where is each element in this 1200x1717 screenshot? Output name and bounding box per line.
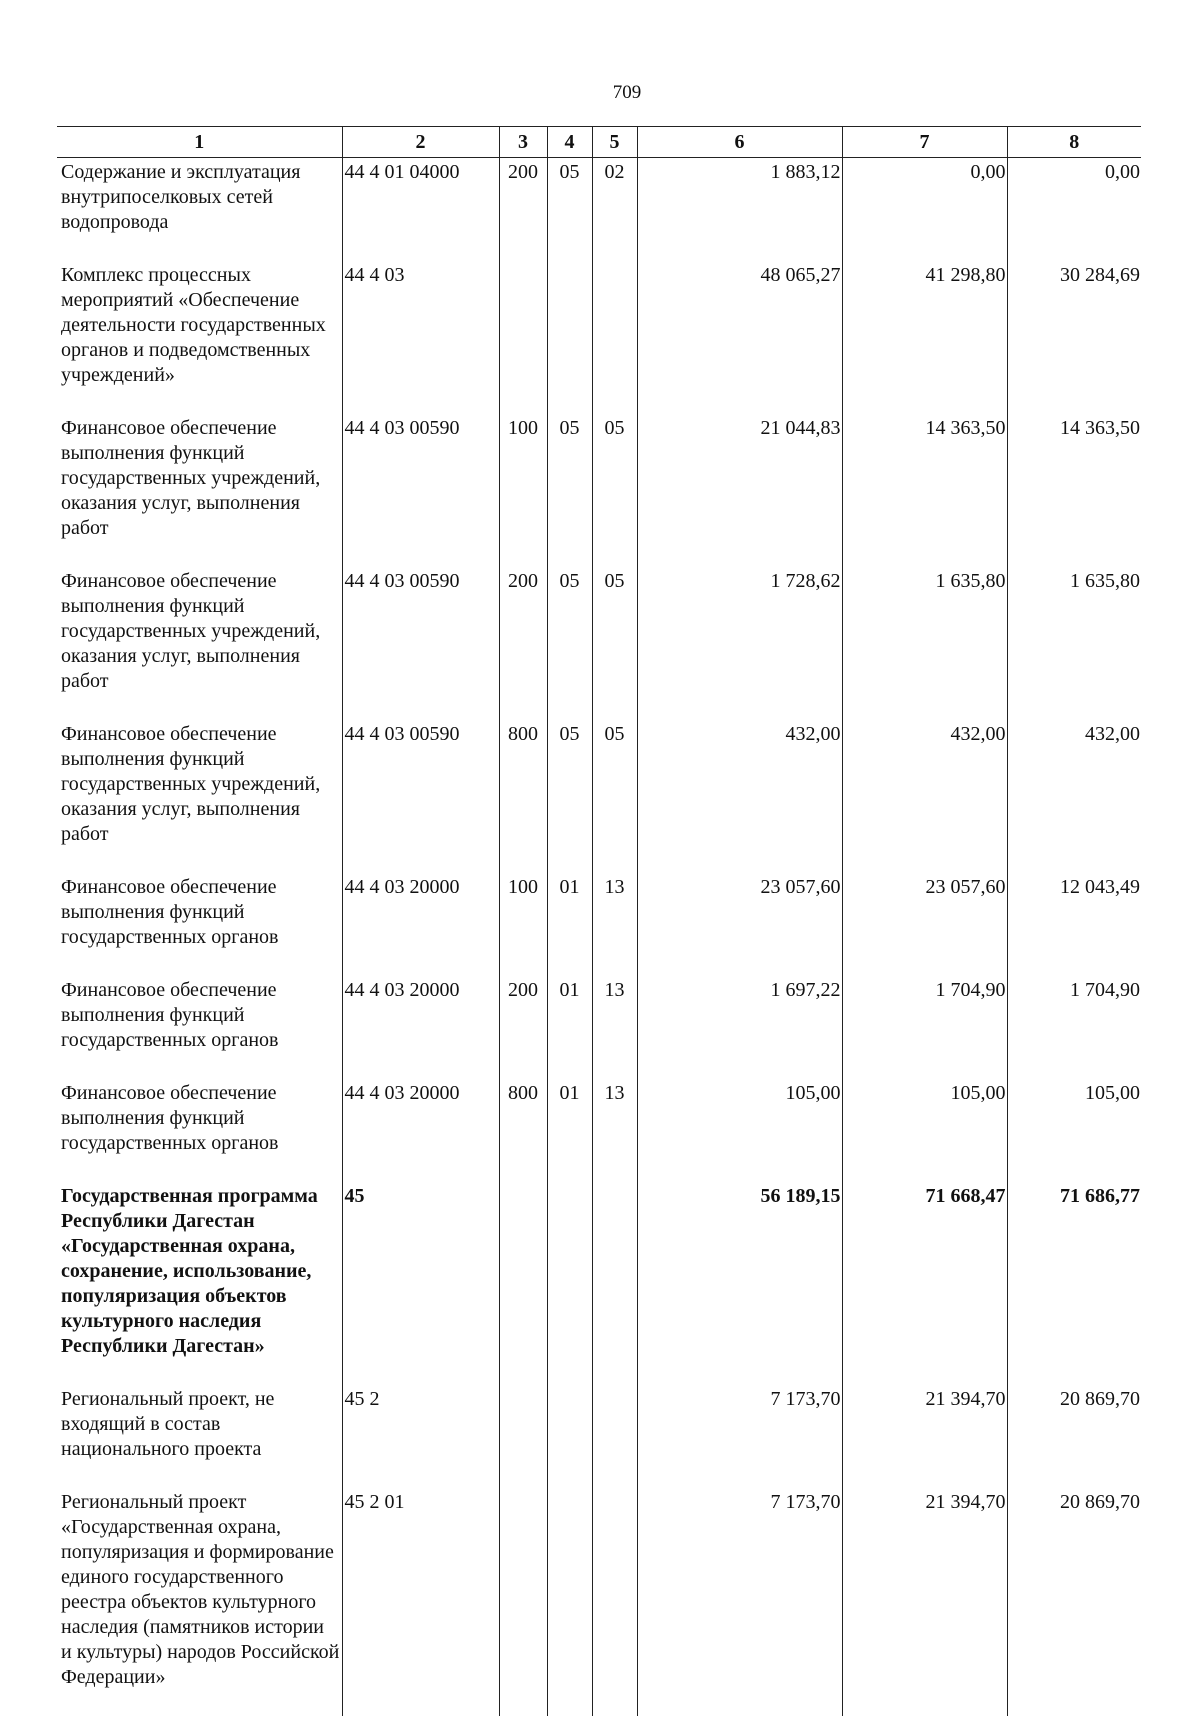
row-code: 45 2 [342,1385,499,1488]
row-col-3: 100 [499,414,547,567]
row-value-8: 1 635,80 [1007,567,1141,720]
row-code: 44 4 03 00590 [342,720,499,873]
table-row [57,1182,1141,1385]
row-code: 44 4 03 20000 [342,976,499,1079]
header-col-7: 7 [842,127,1007,158]
row-col-4: 05 [547,720,592,873]
row-value-6: 21 044,83 [637,414,842,567]
row-value-6: 48 065,27 [637,261,842,414]
table-row [57,1385,1141,1488]
row-col-5: 13 [592,1079,637,1182]
row-code: 44 4 03 20000 [342,1079,499,1182]
row-col-3: 200 [499,976,547,1079]
row-value-6: 56 189,15 [637,1182,842,1385]
row-value-7: 71 668,47 [842,1182,1007,1385]
row-name: Финансовое обеспечение выполнения функций государственных органов [61,1082,279,1154]
row-value-6: 7 173,70 [637,1488,842,1716]
row-value-8: 30 284,69 [1007,261,1141,414]
row-col-4 [547,1182,592,1385]
row-name: Государственная программа Республики Дагестан «Государственная охрана, сохранение, использование, популяризация объектов культурного наследия Республики Дагестан» [61,1185,318,1357]
header-col-3: 3 [499,127,547,158]
row-value-7: 105,00 [842,1079,1007,1182]
row-col-4: 05 [547,567,592,720]
row-name: Комплекс процессных мероприятий «Обеспечение деятельности государственных органов и подведомственных учреждений» [61,264,326,386]
row-col-5: 13 [592,873,637,976]
row-col-3: 800 [499,720,547,873]
table-row [57,414,1141,567]
row-value-6: 1 697,22 [637,976,842,1079]
row-value-7: 41 298,80 [842,261,1007,414]
table-row [57,873,1141,976]
row-col-4 [547,1385,592,1488]
row-col-5: 05 [592,414,637,567]
header-col-5: 5 [592,127,637,158]
row-col-5 [592,1385,637,1488]
row-col-3 [499,1182,547,1385]
table-row [57,261,1141,414]
row-name: Содержание и эксплуатация внутрипоселковых сетей водопровода [61,161,301,233]
row-value-7: 1 635,80 [842,567,1007,720]
row-col-4: 05 [547,158,592,262]
table-row [57,158,1141,262]
row-value-8: 105,00 [1007,1079,1141,1182]
table-row [57,976,1141,1079]
row-value-8: 1 704,90 [1007,976,1141,1079]
row-col-4: 01 [547,873,592,976]
row-value-8: 432,00 [1007,720,1141,873]
row-name: Финансовое обеспечение выполнения функций государственных органов [61,876,279,948]
row-value-8: 20 869,70 [1007,1385,1141,1488]
row-col-5 [592,1182,637,1385]
row-name: Финансовое обеспечение выполнения функций государственных учреждений, оказания услуг, выполнения работ [61,723,321,845]
row-value-7: 0,00 [842,158,1007,262]
header-col-6: 6 [637,127,842,158]
row-value-8: 0,00 [1007,158,1141,262]
row-value-6: 432,00 [637,720,842,873]
row-col-3: 200 [499,158,547,262]
row-code: 44 4 03 00590 [342,414,499,567]
row-col-4: 01 [547,976,592,1079]
row-value-8: 71 686,77 [1007,1182,1141,1385]
table-row [57,1079,1141,1182]
header-col-4: 4 [547,127,592,158]
budget-table [57,126,1141,1716]
row-code: 44 4 03 [342,261,499,414]
row-code: 44 4 01 04000 [342,158,499,262]
row-value-7: 23 057,60 [842,873,1007,976]
table-row [57,1488,1141,1716]
row-col-4 [547,1488,592,1716]
row-col-5: 05 [592,720,637,873]
row-value-6: 105,00 [637,1079,842,1182]
row-col-3 [499,1385,547,1488]
row-col-3: 800 [499,1079,547,1182]
row-value-7: 1 704,90 [842,976,1007,1079]
row-value-7: 14 363,50 [842,414,1007,567]
row-col-3: 200 [499,567,547,720]
row-value-7: 21 394,70 [842,1488,1007,1716]
row-value-6: 7 173,70 [637,1385,842,1488]
row-col-4: 01 [547,1079,592,1182]
row-value-8: 20 869,70 [1007,1488,1141,1716]
row-col-3: 100 [499,873,547,976]
row-value-7: 21 394,70 [842,1385,1007,1488]
row-code: 44 4 03 00590 [342,567,499,720]
row-col-5 [592,1488,637,1716]
row-value-6: 1 883,12 [637,158,842,262]
row-name: Финансовое обеспечение выполнения функций государственных органов [61,979,279,1051]
row-col-3 [499,261,547,414]
row-col-5: 05 [592,567,637,720]
header-col-2: 2 [342,127,499,158]
row-col-3 [499,1488,547,1716]
table-row [57,567,1141,720]
table-row [57,720,1141,873]
row-code: 45 2 01 [342,1488,499,1716]
row-name: Финансовое обеспечение выполнения функций государственных учреждений, оказания услуг, выполнения работ [61,417,321,539]
header-col-8: 8 [1007,127,1141,158]
row-value-7: 432,00 [842,720,1007,873]
row-col-4: 05 [547,414,592,567]
table-header-row [57,127,1141,158]
row-col-5: 02 [592,158,637,262]
row-name: Финансовое обеспечение выполнения функций государственных учреждений, оказания услуг, выполнения работ [61,570,321,692]
row-value-8: 14 363,50 [1007,414,1141,567]
row-col-5 [592,261,637,414]
header-col-1: 1 [57,127,342,158]
row-col-4 [547,261,592,414]
row-code: 45 [342,1182,499,1385]
row-name: Региональный проект, не входящий в состав национального проекта [61,1388,275,1460]
row-code: 44 4 03 20000 [342,873,499,976]
row-value-6: 1 728,62 [637,567,842,720]
row-col-5: 13 [592,976,637,1079]
row-value-8: 12 043,49 [1007,873,1141,976]
page-number: 709 [612,82,642,103]
row-value-6: 23 057,60 [637,873,842,976]
row-name: Региональный проект «Государственная охрана, популяризация и формирование единого государственного реестра объектов культурного наследия (памятников истории и культуры) народов Российской Федерации» [61,1491,340,1688]
